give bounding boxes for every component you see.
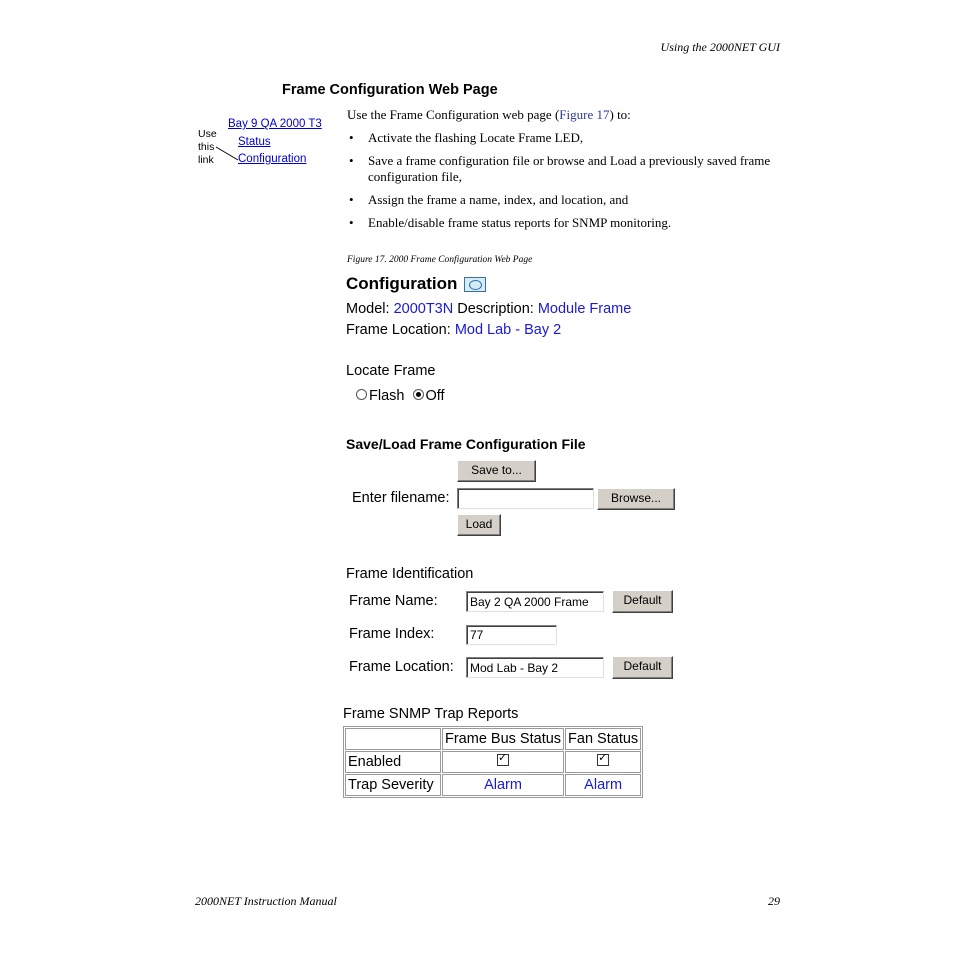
load-button[interactable]: Load xyxy=(457,514,501,536)
frame-index-input[interactable] xyxy=(466,625,557,645)
pointer-line xyxy=(214,146,240,162)
bullet-item: • Save a frame configuration file or browse and Load a previously saved frame configuration file, xyxy=(347,153,787,185)
model-label: Model: xyxy=(346,301,390,317)
description-value: Module Frame xyxy=(537,301,632,317)
frame-bus-severity-link[interactable]: Alarm xyxy=(442,774,564,796)
configuration-title: Configuration xyxy=(346,274,458,293)
fan-status-severity-link[interactable]: Alarm xyxy=(565,774,641,796)
table-row xyxy=(345,774,641,796)
section-title: Frame Configuration Web Page xyxy=(282,82,498,98)
bullet-list xyxy=(347,130,787,238)
table-header: Fan Status xyxy=(565,728,641,750)
bullet-item: • Assign the frame a name, index, and location, and xyxy=(347,192,787,208)
description-label: Description: xyxy=(457,301,534,317)
table-header: Frame Bus Status xyxy=(442,728,564,750)
intro-text xyxy=(347,107,631,123)
location-line xyxy=(346,322,561,338)
fan-status-enabled-checkbox[interactable] xyxy=(597,754,609,766)
figure-caption: Figure 17. 2000 Frame Configuration Web Page xyxy=(347,255,533,265)
save-load-heading: Save/Load Frame Configuration File xyxy=(346,436,586,452)
location-value: Mod Lab - Bay 2 xyxy=(454,322,562,338)
off-radio[interactable] xyxy=(413,389,424,400)
bullet-item: • Enable/disable frame status reports for SNMP monitoring. xyxy=(347,215,787,231)
model-line xyxy=(346,301,631,317)
frame-location-label: Frame Location: xyxy=(349,659,454,675)
filename-input[interactable] xyxy=(457,488,594,509)
nav-link-configuration[interactable]: Configuration xyxy=(238,153,307,165)
running-header: Using the 2000NET GUI xyxy=(660,40,780,54)
filename-label: Enter filename: xyxy=(352,490,450,506)
intro-before: Use the Frame Configuration web page ( xyxy=(347,107,560,122)
side-note-line: Use xyxy=(198,128,217,140)
snmp-table xyxy=(343,726,643,798)
table-row xyxy=(345,751,641,773)
footer-manual-title: 2000NET Instruction Manual xyxy=(195,894,337,908)
frame-location-input[interactable] xyxy=(466,657,604,678)
frame-name-label: Frame Name: xyxy=(349,593,438,609)
flash-radio-label[interactable]: Flash xyxy=(369,388,405,404)
intro-after: ) to: xyxy=(609,107,631,122)
nav-link-status[interactable]: Status xyxy=(238,136,271,148)
table-row xyxy=(345,728,641,750)
table-header-blank xyxy=(345,728,441,750)
frame-location-default-button[interactable]: Default xyxy=(612,656,673,679)
frame-index-label: Frame Index: xyxy=(349,626,435,642)
table-cell xyxy=(442,751,564,773)
browse-button[interactable]: Browse... xyxy=(597,488,675,510)
page-number: 29 xyxy=(768,894,780,908)
side-note-line: this xyxy=(198,141,215,153)
frame-name-default-button[interactable]: Default xyxy=(612,590,673,613)
row-label: Enabled xyxy=(345,751,441,773)
locate-frame-options xyxy=(356,388,445,404)
bullet-item: • Activate the flashing Locate Frame LED, xyxy=(347,130,787,146)
nav-link-bay[interactable]: Bay 9 QA 2000 T3 xyxy=(228,118,322,130)
location-label: Frame Location: xyxy=(346,322,451,338)
row-label: Trap Severity xyxy=(345,774,441,796)
flash-radio[interactable] xyxy=(356,389,367,400)
snmp-heading: Frame SNMP Trap Reports xyxy=(343,706,519,722)
save-to-button[interactable]: Save to... xyxy=(457,460,536,482)
off-radio-label[interactable]: Off xyxy=(425,388,445,404)
figure-reference-link[interactable]: Figure 17 xyxy=(559,107,610,122)
table-cell xyxy=(565,751,641,773)
locate-frame-heading: Locate Frame xyxy=(346,363,436,379)
frame-identification-heading: Frame Identification xyxy=(346,566,474,582)
side-note-line: link xyxy=(198,154,214,166)
refresh-icon[interactable] xyxy=(464,277,486,292)
frame-name-input[interactable] xyxy=(466,591,604,612)
model-value: 2000T3N xyxy=(393,301,454,317)
frame-bus-enabled-checkbox[interactable] xyxy=(497,754,509,766)
refresh-arrow-icon xyxy=(469,280,482,290)
